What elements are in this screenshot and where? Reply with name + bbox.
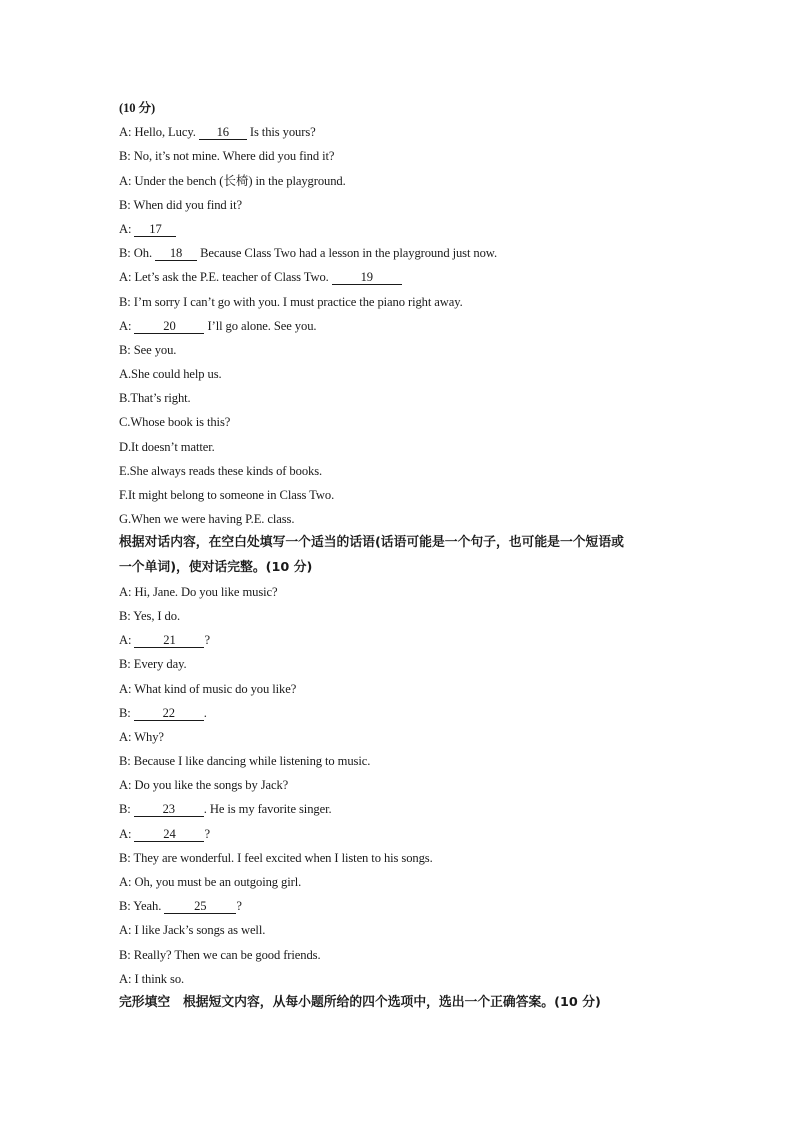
dialog-line: [119, 870, 699, 894]
dialog-line: [119, 846, 699, 870]
dialog-line: [119, 943, 699, 967]
answer-blank[interactable]: 23: [134, 802, 204, 817]
section2-instruction-line1: 根据对话内容，在空白处填写一个适当的话语(话语可能是一个句子，也可能是一个短语或: [119, 535, 624, 551]
dialog-line: [119, 701, 699, 725]
answer-blank[interactable]: 17: [134, 222, 176, 237]
dialog-line: [119, 822, 699, 846]
line-text: Oh.: [133, 246, 156, 261]
line-text: Oh, you must be an outgoing girl.: [134, 875, 302, 889]
answer-blank[interactable]: 16: [199, 125, 247, 140]
line-text: What kind of music do you like?: [134, 681, 297, 696]
option-item: G.When we were having P.E. class.: [119, 512, 295, 527]
answer-blank[interactable]: 22: [134, 706, 204, 721]
line-text: They are wonderful. I feel excited when I listen to his songs.: [133, 850, 433, 865]
option-item: A.She could help us.: [119, 367, 222, 382]
line-text: I’ll go alone. See you.: [204, 318, 317, 333]
line-text: Hi, Jane. Do you like music?: [134, 584, 278, 599]
speaker-label: B:: [119, 294, 131, 309]
speaker-label: A:: [119, 221, 132, 236]
speaker-label: A:: [119, 729, 132, 744]
speaker-label: A:: [119, 778, 132, 793]
line-text: Because Class Two had a lesson in the playground just now.: [197, 246, 498, 261]
dialog-line: [119, 967, 699, 991]
speaker-label: B:: [119, 246, 131, 261]
line-text: .: [203, 705, 207, 720]
speaker-label: B:: [119, 608, 131, 623]
line-text: Every day.: [133, 657, 187, 672]
option-item: D.It doesn’t matter.: [119, 439, 215, 454]
line-text: See you.: [133, 342, 177, 357]
dialog-line: [119, 918, 699, 942]
dialog-line: [119, 120, 699, 144]
line-text: Let’s ask the P.E. teacher of Class Two.: [134, 270, 332, 285]
dialog-line: [119, 241, 699, 265]
line-text: Yeah.: [133, 899, 165, 914]
speaker-label: A:: [119, 633, 132, 648]
dialog-line: [119, 797, 699, 821]
line-text: Yes, I do.: [133, 608, 181, 623]
line-text: No, it’s not mine. Where did you find it?: [133, 149, 335, 164]
line-text: ?: [204, 826, 210, 841]
dialog-line: [119, 580, 699, 604]
speaker-label: A:: [119, 875, 132, 889]
dialog-line: [119, 604, 699, 628]
dialog-line: [119, 749, 699, 773]
speaker-label: B:: [119, 802, 131, 817]
text-column: [119, 96, 699, 1015]
speaker-label: B:: [119, 149, 131, 164]
dialog-line: [119, 773, 699, 797]
dialog-line: [119, 677, 699, 701]
speaker-label: B:: [119, 657, 131, 672]
line-text: Is this yours?: [246, 125, 316, 140]
speaker-label: A:: [119, 923, 132, 938]
section1-score: (10 分): [119, 101, 156, 115]
speaker-label: B:: [119, 850, 131, 865]
line-text: I think so.: [134, 971, 185, 986]
line-text: Because I like dancing while listening to music.: [133, 754, 371, 769]
speaker-label: A:: [119, 681, 132, 696]
dialog-line: [119, 265, 699, 289]
line-text: I like Jack’s songs as well.: [134, 923, 266, 938]
speaker-label: B:: [119, 754, 131, 769]
section3-instruction: 完形填空 根据短文内容，从每小题所给的四个选项中，选出一个正确答案。(10 分): [119, 994, 601, 1010]
line-text: Do you like the songs by Jack?: [134, 778, 289, 793]
dialog-line: [119, 193, 699, 217]
speaker-label: B:: [119, 947, 131, 962]
dialog-line: [119, 628, 699, 652]
speaker-label: A:: [119, 584, 132, 599]
dialog-line: [119, 894, 699, 918]
dialog-line: [119, 169, 699, 193]
speaker-label: A:: [119, 971, 132, 986]
line-text: Hello, Lucy.: [134, 125, 199, 140]
dialog-line: [119, 144, 699, 168]
speaker-label: B:: [119, 705, 131, 720]
line-text: Why?: [134, 729, 164, 744]
dialog-line: [119, 290, 699, 314]
line-text: When did you find it?: [133, 197, 242, 212]
speaker-label: B:: [119, 197, 131, 212]
speaker-label: A:: [119, 270, 132, 285]
speaker-label: A:: [119, 826, 132, 841]
option-item: C.Whose book is this?: [119, 415, 231, 430]
line-text: . He is my favorite singer.: [203, 802, 332, 817]
dialog-line: [119, 338, 699, 362]
answer-blank[interactable]: 18: [155, 246, 197, 261]
dialog-line: [119, 217, 699, 241]
option-item: B.That’s right.: [119, 391, 191, 406]
answer-blank[interactable]: 21: [134, 633, 204, 648]
line-text: Under the bench (长椅) in the playground.: [134, 173, 346, 188]
speaker-label: B:: [119, 342, 131, 357]
dialog-line: [119, 652, 699, 676]
answer-blank[interactable]: 24: [134, 827, 204, 842]
answer-blank[interactable]: 25: [164, 899, 236, 914]
speaker-label: B:: [119, 899, 131, 914]
line-text: ?: [236, 899, 242, 914]
dialog-line: [119, 725, 699, 749]
line-text: Really? Then we can be good friends.: [133, 947, 321, 962]
speaker-label: A:: [119, 125, 132, 140]
answer-blank[interactable]: 20: [134, 319, 204, 334]
speaker-label: A:: [119, 318, 132, 333]
speaker-label: A:: [119, 173, 132, 188]
answer-blank[interactable]: 19: [332, 270, 402, 285]
option-item: E.She always reads these kinds of books.: [119, 463, 323, 478]
line-text: ?: [204, 633, 210, 648]
section2-instruction-line2: 一个单词)，使对话完整。(10 分): [119, 559, 313, 575]
line-text: I’m sorry I can’t go with you. I must practice the piano right away.: [133, 294, 463, 309]
dialog-line: [119, 314, 699, 338]
option-item: F.It might belong to someone in Class Two.: [119, 488, 335, 502]
